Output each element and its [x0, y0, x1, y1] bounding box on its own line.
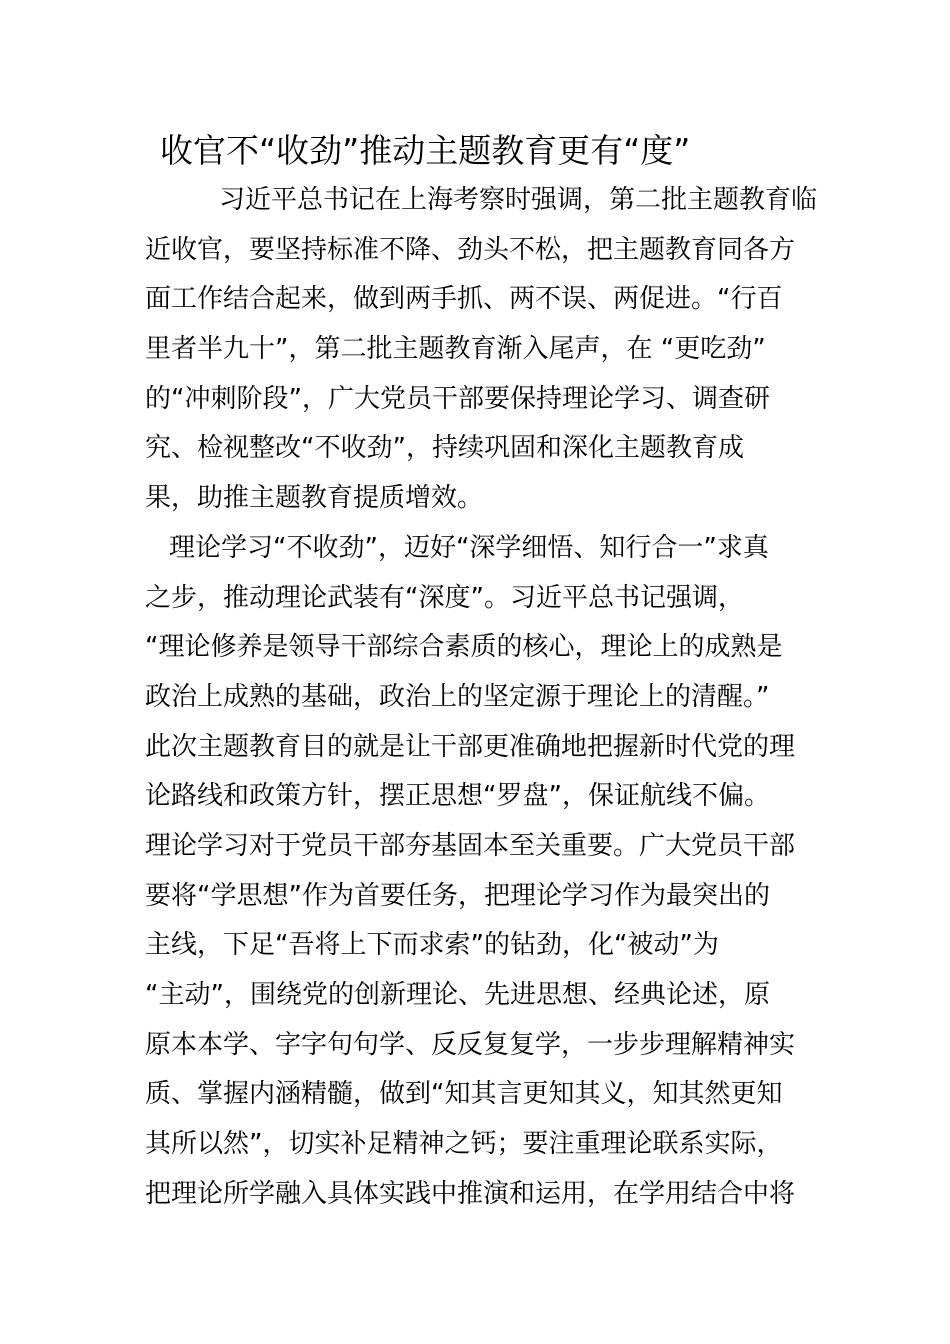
paragraph-line: 政治上成熟的基础，政治上的坚定源于理论上的清醒。” [145, 681, 770, 712]
paragraph-line: 理论学习“不收劲”，迈好“深学细悟、知行合一”求真 [169, 532, 769, 563]
paragraph-line: 理论学习对于党员干部夯基固本至关重要。广大党员干部 [145, 830, 796, 861]
paragraph-line: 习近平总书记在上海考察时强调，第二批主题教育临 [219, 185, 818, 215]
paragraph-line: 主线，下足“吾将上下而求索”的钻劲，化“被动”为 [145, 930, 719, 961]
paragraph-line: “主动”，围绕党的创新理论、先进思想、经典论述，原 [145, 980, 770, 1010]
paragraph-line: 里者半九十”，第二批主题教育渐入尾声，在 “更吃劲” [145, 334, 766, 365]
paragraph-line: 近收官，要坚持标准不降、劲头不松，把主题教育同各方 [145, 234, 796, 265]
paragraph-line: 之步，推动理论武装有“深度”。习近平总书记强调， [145, 582, 744, 613]
paragraph-line: 其所以然”，切实补足精神之钙；要注重理论联系实际， [145, 1129, 783, 1160]
paragraph-line: 究、检视整改“不收劲”，持续巩固和深化主题教育成 [145, 433, 744, 464]
paragraph-line: 要将“学思想”作为首要任务，把理论学习作为最突出的 [145, 880, 770, 911]
document-title: 收官不“收劲”推动主题教育更有“度” [160, 131, 691, 170]
paragraph-line: 把理论所学融入具体实践中推演和运用，在学用结合中将 [145, 1178, 796, 1209]
paragraph-line: “理论修养是领导干部综合素质的核心，理论上的成熟是 [145, 632, 783, 663]
document-body [145, 176, 818, 1219]
paragraph-line: 原本本学、字字句句学、反反复复学，一步步理解精神实 [145, 1029, 796, 1060]
paragraph-line: 的“冲刺阶段”，广大党员干部要保持理论学习、调查研 [145, 383, 770, 414]
paragraph-line: 论路线和政策方针，摆正思想“罗盘”，保证航线不偏。 [145, 781, 770, 812]
paragraph-line: 面工作结合起来，做到两手抓、两不误、两促进。“行百 [145, 284, 783, 315]
paragraph-line: 此次主题教育目的就是让干部更准确地把握新时代党的理 [145, 731, 796, 762]
paragraph-line: 果，助推主题教育提质增效。 [145, 483, 484, 514]
paragraph-line: 质、掌握内涵精髓，做到“知其言更知其义，知其然更知 [145, 1079, 783, 1110]
